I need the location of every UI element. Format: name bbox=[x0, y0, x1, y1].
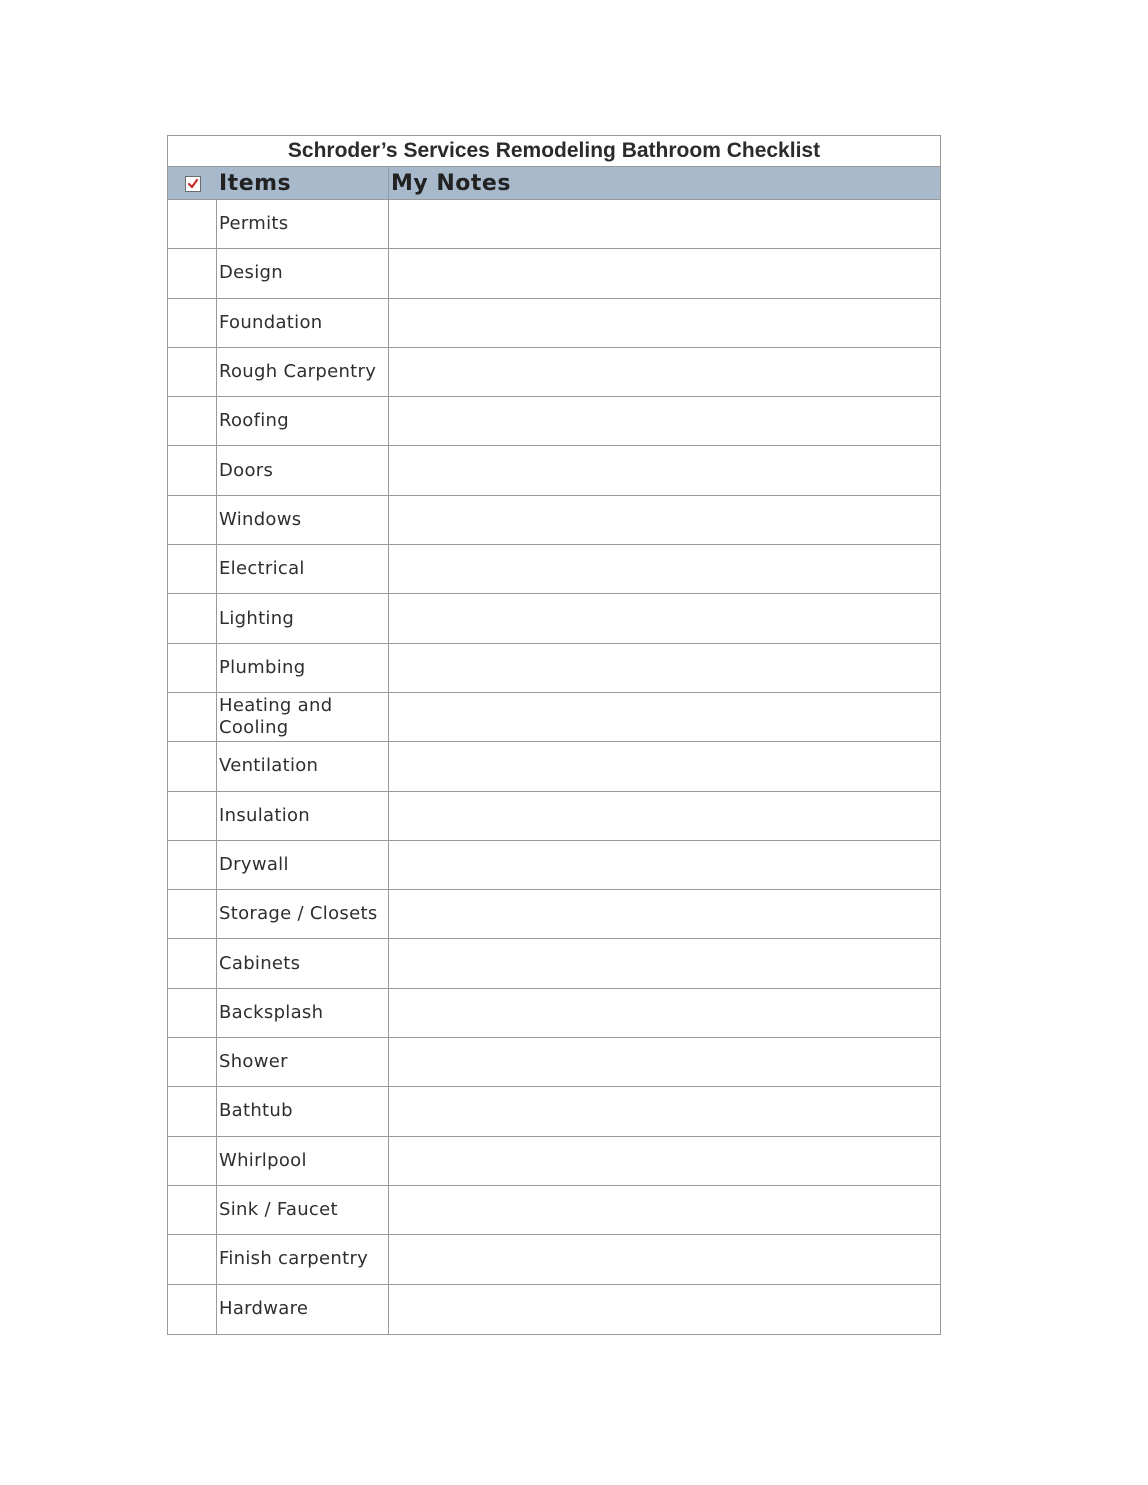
row-check-cell[interactable] bbox=[168, 1087, 217, 1135]
notes-cell[interactable] bbox=[389, 989, 940, 1037]
item-label: Insulation bbox=[217, 792, 389, 840]
item-label: Sink / Faucet bbox=[217, 1186, 389, 1234]
notes-cell[interactable] bbox=[389, 496, 940, 544]
item-label: Cabinets bbox=[217, 939, 389, 987]
notes-cell[interactable] bbox=[389, 446, 940, 494]
notes-cell[interactable] bbox=[389, 348, 940, 396]
table-row bbox=[168, 644, 940, 693]
row-check-cell[interactable] bbox=[168, 1235, 217, 1283]
row-check-cell[interactable] bbox=[168, 841, 217, 889]
item-label: Plumbing bbox=[217, 644, 389, 692]
item-label: Windows bbox=[217, 496, 389, 544]
table-row bbox=[168, 693, 940, 742]
row-check-cell[interactable] bbox=[168, 299, 217, 347]
table-row bbox=[168, 1235, 940, 1284]
table-row bbox=[168, 841, 940, 890]
table-row bbox=[168, 890, 940, 939]
table-row bbox=[168, 545, 940, 594]
item-label: Rough Carpentry bbox=[217, 348, 389, 396]
row-check-cell[interactable] bbox=[168, 939, 217, 987]
row-check-cell[interactable] bbox=[168, 545, 217, 593]
notes-cell[interactable] bbox=[389, 1186, 940, 1234]
table-header bbox=[168, 167, 940, 200]
notes-cell[interactable] bbox=[389, 299, 940, 347]
item-label: Backsplash bbox=[217, 989, 389, 1037]
notes-cell[interactable] bbox=[389, 1285, 940, 1334]
table-row bbox=[168, 989, 940, 1038]
row-check-cell[interactable] bbox=[168, 446, 217, 494]
row-check-cell[interactable] bbox=[168, 693, 217, 741]
table-row bbox=[168, 299, 940, 348]
row-check-cell[interactable] bbox=[168, 496, 217, 544]
checklist-title: Schroder’s Services Remodeling Bathroom Checklist bbox=[168, 136, 940, 167]
notes-cell[interactable] bbox=[389, 939, 940, 987]
table-row bbox=[168, 792, 940, 841]
item-label: Electrical bbox=[217, 545, 389, 593]
item-label: Design bbox=[217, 249, 389, 297]
notes-cell[interactable] bbox=[389, 249, 940, 297]
header-check-cell bbox=[168, 167, 217, 199]
row-check-cell[interactable] bbox=[168, 890, 217, 938]
notes-cell[interactable] bbox=[389, 397, 940, 445]
item-label: Bathtub bbox=[217, 1087, 389, 1135]
notes-cell[interactable] bbox=[389, 1087, 940, 1135]
item-label: Shower bbox=[217, 1038, 389, 1086]
row-check-cell[interactable] bbox=[168, 644, 217, 692]
notes-cell[interactable] bbox=[389, 693, 940, 741]
checked-checkbox-icon[interactable] bbox=[185, 176, 201, 192]
notes-cell[interactable] bbox=[389, 841, 940, 889]
notes-cell[interactable] bbox=[389, 594, 940, 642]
row-check-cell[interactable] bbox=[168, 1285, 217, 1334]
item-label: Permits bbox=[217, 200, 389, 248]
checklist-rows bbox=[168, 200, 940, 1334]
table-row bbox=[168, 446, 940, 495]
notes-cell[interactable] bbox=[389, 890, 940, 938]
header-items: Items bbox=[217, 167, 389, 199]
notes-cell[interactable] bbox=[389, 1038, 940, 1086]
item-label: Hardware bbox=[217, 1285, 389, 1334]
item-label: Storage / Closets bbox=[217, 890, 389, 938]
notes-cell[interactable] bbox=[389, 1235, 940, 1283]
header-my-notes: My Notes bbox=[391, 170, 511, 196]
row-check-cell[interactable] bbox=[168, 348, 217, 396]
table-row bbox=[168, 496, 940, 545]
item-label: Doors bbox=[217, 446, 389, 494]
table-row bbox=[168, 594, 940, 643]
table-row bbox=[168, 397, 940, 446]
row-check-cell[interactable] bbox=[168, 397, 217, 445]
table-row bbox=[168, 939, 940, 988]
row-check-cell[interactable] bbox=[168, 989, 217, 1037]
notes-cell[interactable] bbox=[389, 742, 940, 790]
row-check-cell[interactable] bbox=[168, 200, 217, 248]
item-label: Heating and Cooling bbox=[217, 693, 389, 741]
notes-cell[interactable] bbox=[389, 545, 940, 593]
table-row bbox=[168, 1186, 940, 1235]
item-label: Roofing bbox=[217, 397, 389, 445]
table-row bbox=[168, 1038, 940, 1087]
table-row bbox=[168, 742, 940, 791]
notes-cell[interactable] bbox=[389, 792, 940, 840]
notes-cell[interactable] bbox=[389, 644, 940, 692]
item-label: Whirlpool bbox=[217, 1137, 389, 1185]
row-check-cell[interactable] bbox=[168, 1038, 217, 1086]
checklist-table bbox=[167, 135, 941, 1335]
notes-cell[interactable] bbox=[389, 200, 940, 248]
row-check-cell[interactable] bbox=[168, 1137, 217, 1185]
table-row bbox=[168, 249, 940, 298]
table-row bbox=[168, 1137, 940, 1186]
table-row bbox=[168, 348, 940, 397]
item-label: Ventilation bbox=[217, 742, 389, 790]
item-label: Foundation bbox=[217, 299, 389, 347]
notes-cell[interactable] bbox=[389, 1137, 940, 1185]
item-label: Drywall bbox=[217, 841, 389, 889]
item-label: Lighting bbox=[217, 594, 389, 642]
row-check-cell[interactable] bbox=[168, 594, 217, 642]
row-check-cell[interactable] bbox=[168, 249, 217, 297]
row-check-cell[interactable] bbox=[168, 1186, 217, 1234]
table-row bbox=[168, 1285, 940, 1334]
table-row bbox=[168, 1087, 940, 1136]
row-check-cell[interactable] bbox=[168, 742, 217, 790]
item-label: Finish carpentry bbox=[217, 1235, 389, 1283]
table-row bbox=[168, 200, 940, 249]
row-check-cell[interactable] bbox=[168, 792, 217, 840]
